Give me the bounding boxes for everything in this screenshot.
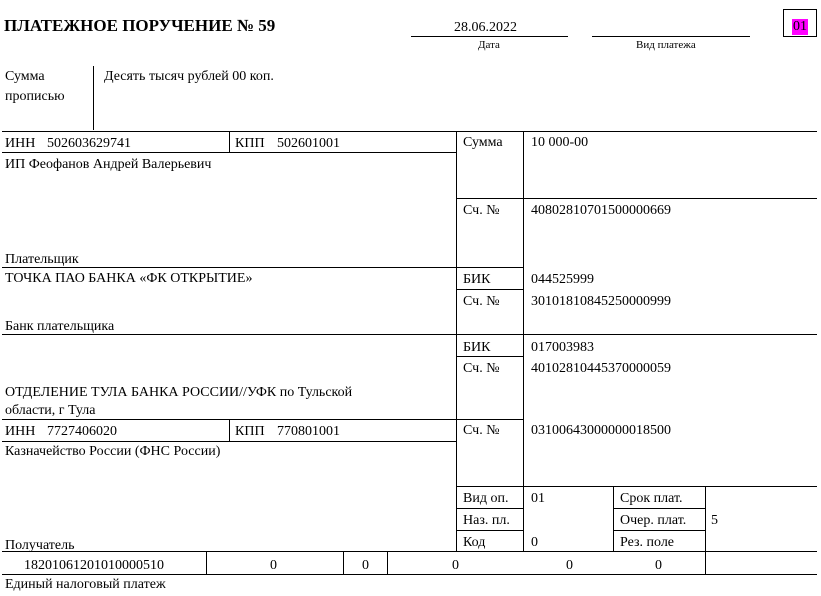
payer-kpp-label: КПП (235, 136, 265, 151)
ocher-value: 5 (711, 513, 718, 528)
payee-name: Казначейство России (ФНС России) (5, 444, 221, 459)
sum-value: 10 000-00 (531, 135, 589, 150)
payment-purpose: Единый налоговый платеж (5, 577, 166, 592)
naz-pl-label: Наз. пл. (463, 513, 510, 528)
rule-payer-bank-bottom (2, 334, 817, 335)
vid-op-value: 01 (531, 491, 545, 506)
payer-bank-label: Банк плательщика (5, 319, 115, 334)
rule-payee-inn (2, 441, 456, 442)
rule-col-2 (523, 131, 524, 551)
tax-oktmo: 0 (270, 558, 277, 573)
rez-label: Рез. поле (620, 535, 675, 550)
date-label: Дата (478, 39, 500, 51)
date-value: 28.06.2022 (454, 20, 517, 35)
payer-name: ИП Феофанов Андрей Валерьевич (5, 157, 212, 172)
rule-payer-bottom (2, 267, 523, 268)
document-title: ПЛАТЕЖНОЕ ПОРУЧЕНИЕ № 59 (4, 16, 276, 35)
rule-bik2-bottom (456, 356, 523, 357)
sum-label: Сумма (463, 135, 503, 150)
payer-inn: 502603629741 (47, 136, 131, 151)
vid-op-label: Вид оп. (463, 491, 509, 506)
payee-bank-name-1: ОТДЕЛЕНИЕ ТУЛА БАНКА РОССИИ//УФК по Тульской (5, 385, 353, 400)
rule-payer-inn (2, 152, 456, 153)
payer-account: 40802810701500000669 (531, 203, 671, 218)
amount-words-divider (93, 66, 94, 130)
payee-bank-bik: 017003983 (531, 340, 594, 355)
rule-op-2 (456, 530, 523, 531)
ocher-label: Очер. плат. (620, 513, 687, 528)
payer-bank-account-label: Сч. № (463, 294, 500, 309)
rule-ocher-bottom (613, 530, 705, 531)
rule-tax-top (2, 551, 817, 552)
rule-tax-2 (343, 551, 344, 574)
rule-col-3 (613, 486, 614, 551)
rule-srok-bottom (613, 508, 705, 509)
payee-kpp-label: КПП (235, 424, 265, 439)
payer-label: Плательщик (5, 252, 79, 267)
rule-op-1 (456, 508, 523, 509)
tax-doc-date: 0 (655, 558, 662, 573)
payer-account-label: Сч. № (463, 203, 500, 218)
rule-tax-3 (387, 551, 388, 574)
payee-inn-label: ИНН (5, 424, 36, 439)
payer-bank-bik: 044525999 (531, 272, 594, 287)
kod-label: Код (463, 535, 486, 550)
srok-label: Срок плат. (620, 491, 683, 506)
rule-top (2, 131, 817, 132)
payee-bank-account: 40102810445370000059 (531, 361, 671, 376)
payment-type-label: Вид платежа (636, 39, 696, 51)
rule-tax-1 (206, 551, 207, 574)
payer-bank-account: 30101810845250000999 (531, 294, 671, 309)
tax-doc-number: 0 (566, 558, 573, 573)
payee-inn: 7727406020 (47, 424, 117, 439)
payee-bank-account-label: Сч. № (463, 361, 500, 376)
kod-value: 0 (531, 535, 538, 550)
payee-account-label: Сч. № (463, 423, 500, 438)
form-code: 01 (793, 19, 807, 34)
rule-payee-kpp-divider (229, 419, 230, 441)
rule-bik1-bottom (456, 289, 523, 290)
payer-bank-bik-label: БИК (463, 272, 491, 287)
payment-type-underline (592, 36, 750, 37)
tax-period: 0 (452, 558, 459, 573)
rule-sum-bottom (456, 198, 817, 199)
rule-payee-bank-bottom (2, 419, 523, 420)
rule-col-4 (705, 486, 706, 574)
payer-kpp: 502601001 (277, 136, 340, 151)
rule-col-1 (456, 131, 457, 551)
amount-words-label-1: Сумма (5, 69, 45, 84)
payee-bank-name-2: области, г Тула (5, 403, 96, 418)
payee-kpp: 770801001 (277, 424, 340, 439)
tax-kbk: 18201061201010000510 (24, 558, 164, 573)
payee-bank-bik-label: БИК (463, 340, 491, 355)
amount-words-label-2: прописью (5, 89, 65, 104)
rule-op-top (456, 486, 817, 487)
payer-bank-name: ТОЧКА ПАО БАНКА «ФК ОТКРЫТИЕ» (5, 271, 253, 286)
amount-words-value: Десять тысяч рублей 00 коп. (104, 69, 274, 84)
date-underline (411, 36, 568, 37)
payer-inn-label: ИНН (5, 136, 36, 151)
payee-label: Получатель (5, 538, 75, 553)
payee-account: 03100643000000018500 (531, 423, 671, 438)
rule-tax-bottom (2, 574, 817, 575)
rule-payer-kpp-divider (229, 131, 230, 152)
tax-basis: 0 (362, 558, 369, 573)
